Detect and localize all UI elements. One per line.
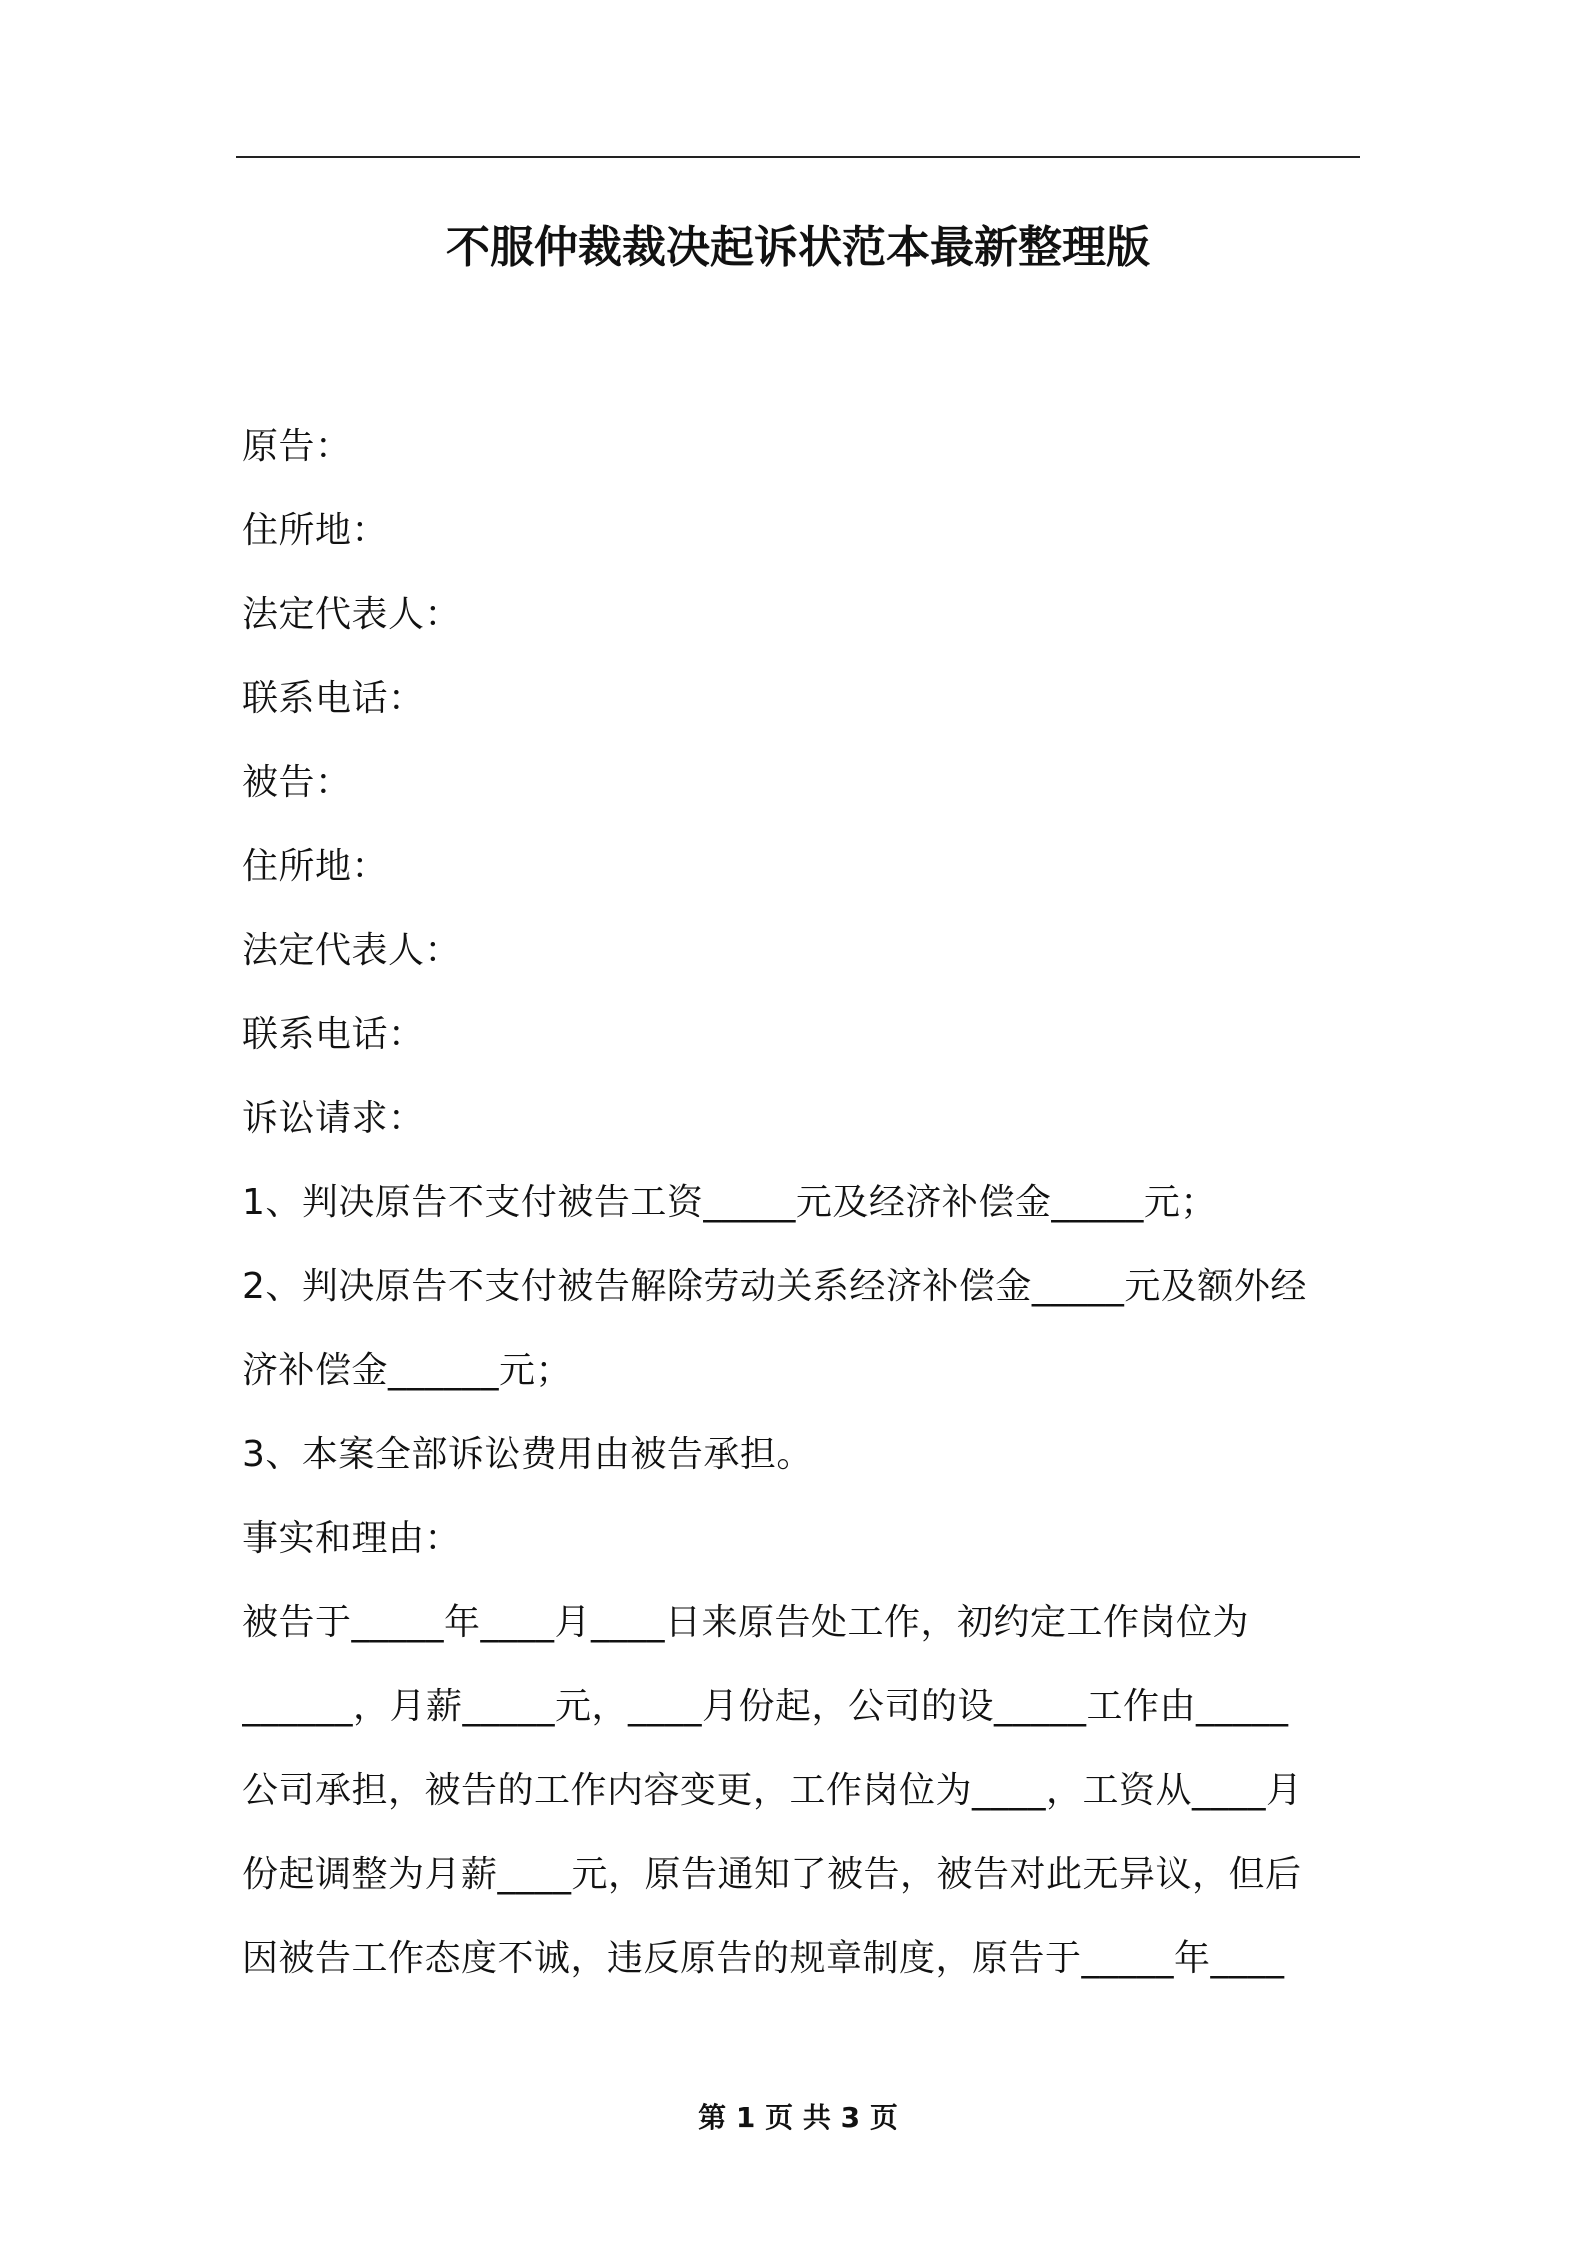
text-line-claim-1: 1、判决原告不支付被告工资_____元及经济补偿金_____元； [242,1182,1217,1223]
text-line-facts-3: 公司承担，被告的工作内容变更，工作岗位为____，工资从____月 [242,1770,1303,1811]
text-line-defendant-address: 住所地： [242,846,389,887]
text-line-facts-5: 因被告工作态度不诚，违反原告的规章制度，原告于_____年____ [242,1938,1285,1979]
header-rule [236,156,1360,158]
document-body [242,405,1366,2001]
text-line-defendant-phone: 联系电话： [242,1014,425,1055]
text-line-plaintiff-address: 住所地： [242,510,389,551]
text-line-claim-2: 2、判决原告不支付被告解除劳动关系经济补偿金_____元及额外经 [242,1266,1307,1307]
page-number-footer: 第 1 页 共 3 页 [698,2101,898,2134]
text-line-facts-2: ______，月薪_____元，____月份起，公司的设_____工作由_____ [242,1686,1289,1727]
text-line-facts-1: 被告于_____年____月____日来原告处工作，初约定工作岗位为 [242,1602,1250,1643]
text-line-claim-3: 3、本案全部诉讼费用由被告承担。 [242,1434,813,1475]
text-line-claim-2-cont: 济补偿金______元； [242,1350,573,1391]
document-title: 不服仲裁裁决起诉状范本最新整理版 [446,222,1150,273]
text-line-facts-heading: 事实和理由： [242,1518,462,1559]
text-line-defendant-representative: 法定代表人： [242,930,462,971]
text-line-defendant: 被告： [242,762,352,803]
text-line-claims-heading: 诉讼请求： [242,1098,425,1139]
text-line-plaintiff-representative: 法定代表人： [242,594,462,635]
text-line-plaintiff-phone: 联系电话： [242,678,425,719]
text-line-facts-4: 份起调整为月薪____元，原告通知了被告，被告对此无异议，但后 [242,1854,1302,1895]
text-line-plaintiff: 原告： [242,426,352,467]
